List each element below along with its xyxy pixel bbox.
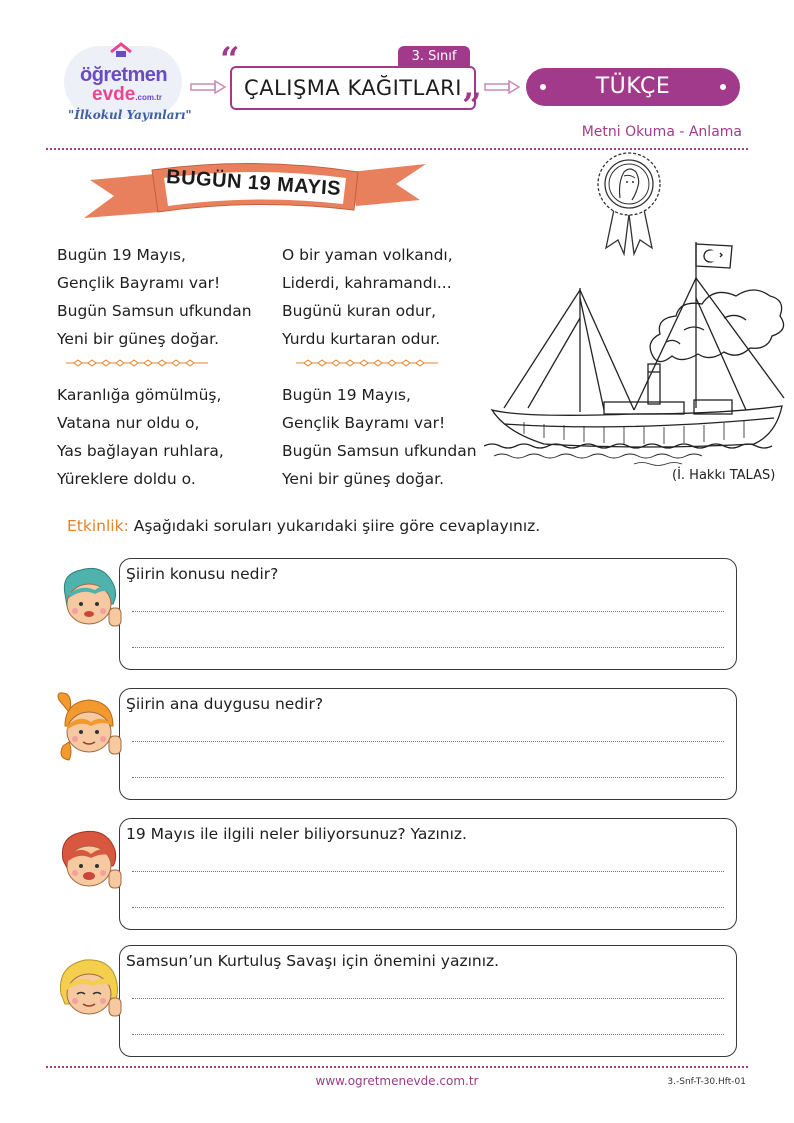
poem-line: Vatana nur oldu o, — [57, 414, 200, 432]
question-box-2 — [119, 688, 737, 800]
poem-line: Gençlik Bayramı var! — [282, 414, 446, 432]
question-text: Samsun’un Kurtuluş Savaşı için önemini yazınız. — [126, 952, 500, 970]
arrow-right-icon — [190, 80, 226, 94]
stanza-ornament-divider — [66, 358, 208, 368]
worksheet-title: ÇALIŞMA KAĞITLARI — [244, 76, 462, 100]
question-text: Şiirin ana duygusu nedir? — [126, 695, 324, 713]
question-box-3 — [119, 818, 737, 930]
logo-domain: .com.tr — [135, 93, 162, 102]
poem-line: Yüreklere doldu o. — [57, 470, 196, 488]
answer-line[interactable] — [132, 777, 724, 778]
poem-line: O bir yaman volkandı, — [282, 246, 453, 264]
answer-line[interactable] — [132, 998, 724, 999]
quote-close-mark: ” — [462, 86, 482, 126]
red-hair-kid-icon — [55, 826, 125, 898]
poem-line: Yas bağlayan ruhlara, — [57, 442, 224, 460]
arrow-right-icon — [484, 80, 520, 94]
answer-line[interactable] — [132, 611, 724, 612]
poem-stanza-1 — [57, 241, 252, 353]
banner-title: BUGÜN 19 MAYIS — [165, 165, 342, 201]
poem-line: Liderdi, kahramandı... — [282, 274, 452, 292]
poem-line: Yeni bir güneş doğar. — [282, 470, 445, 488]
question-box-4 — [119, 945, 737, 1057]
question-box-1 — [119, 558, 737, 670]
teal-hair-kid-icon — [55, 564, 125, 636]
poem-line: Bugün 19 Mayıs, — [282, 386, 411, 404]
publisher-logo — [58, 40, 192, 130]
footer-website: www.ogretmenevde.com.tr — [315, 1074, 479, 1088]
question-text: Şiirin konusu nedir? — [126, 565, 279, 583]
poem-line: Gençlik Bayramı var! — [57, 274, 221, 292]
poem-stanza-2 — [282, 241, 453, 353]
question-text: 19 Mayıs ile ilgili neler biliyorsunuz? Yazınız. — [126, 825, 467, 843]
footer-divider — [46, 1066, 748, 1068]
poem-line: Bugünü kuran odur, — [282, 302, 437, 320]
answer-line[interactable] — [132, 741, 724, 742]
subject-title: TÜKÇE — [595, 74, 671, 99]
blonde-kid-icon — [55, 954, 125, 1026]
bandirma-ship-illustration — [484, 238, 790, 470]
topic-label: Metni Okuma - Anlama — [581, 124, 742, 140]
poem-author: (İ. Hakkı TALAS) — [672, 468, 776, 483]
poem-stanza-4 — [282, 381, 477, 493]
poem-line: Bugün 19 Mayıs, — [57, 246, 186, 264]
activity-label: Etkinlik: — [67, 517, 129, 535]
quote-open-mark: “ — [220, 40, 240, 80]
poem-line: Karanlığa gömülmüş, — [57, 386, 222, 404]
pill-dot — [720, 84, 726, 90]
logo-word-evde — [92, 84, 162, 106]
logo-subtitle: "İlkokul Yayınları" — [68, 108, 192, 122]
answer-line[interactable] — [132, 1034, 724, 1035]
stanza-ornament-divider — [296, 358, 438, 368]
subject-pill — [526, 68, 740, 106]
answer-line[interactable] — [132, 647, 724, 648]
answer-line[interactable] — [132, 871, 724, 872]
orange-pigtails-kid-icon — [55, 690, 125, 762]
poem-line: Bugün Samsun ufkundan — [57, 302, 252, 320]
logo-word-ogretmen: öğretmen — [80, 64, 168, 86]
activity-text: Aşağıdaki soruları yukarıdaki şiire göre cevaplayınız. — [128, 517, 541, 535]
title-box — [230, 66, 476, 110]
poem-line: Bugün Samsun ufkundan — [282, 442, 477, 460]
poem-stanza-3 — [57, 381, 224, 493]
poem-line: Yeni bir güneş doğar. — [57, 330, 220, 348]
logo-evde-text: evde — [92, 84, 136, 105]
poem-line: Yurdu kurtaran odur. — [282, 330, 441, 348]
answer-line[interactable] — [132, 907, 724, 908]
house-roof-icon — [110, 42, 132, 58]
grade-tag: 3. Sınıf — [398, 46, 470, 68]
footer-page-code: 3.-Snf-T-30.Hft-01 — [667, 1077, 746, 1087]
activity-instruction — [67, 517, 540, 535]
